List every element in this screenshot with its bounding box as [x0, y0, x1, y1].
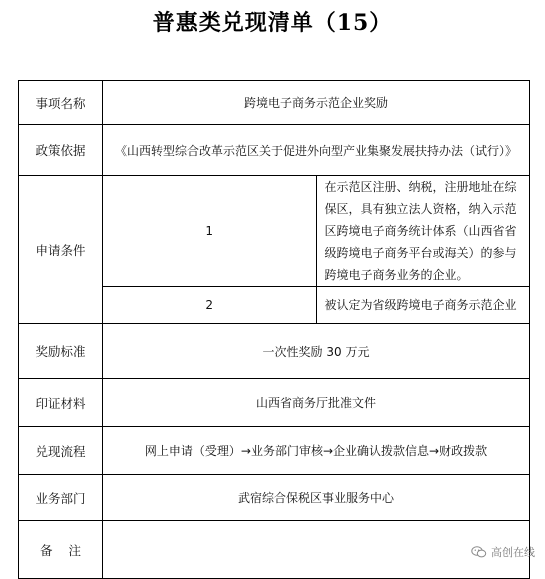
row-policy-basis [19, 125, 530, 176]
row-condition-1 [19, 176, 530, 287]
department-value: 武宿综合保税区事业服务中心 [103, 475, 530, 521]
policy-basis-value: 《山西转型综合改革示范区关于促进外向型产业集聚发展扶持办法（试行）》 [103, 125, 530, 176]
row-materials [19, 379, 530, 427]
redemption-list-table [18, 80, 530, 579]
remarks-label: 备注 [19, 521, 103, 579]
process-value: 网上申请（受理）→业务部门审核→企业确认拨款信息→财政拨款 [103, 427, 530, 475]
watermark [471, 544, 535, 560]
row-item-name [19, 81, 530, 125]
row-process [19, 427, 530, 475]
item-name-value: 跨境电子商务示范企业奖励 [103, 81, 530, 125]
reward-standard-value: 一次性奖励 30 万元 [103, 324, 530, 379]
policy-basis-label: 政策依据 [19, 125, 103, 176]
row-department [19, 475, 530, 521]
department-label: 业务部门 [19, 475, 103, 521]
materials-label: 印证材料 [19, 379, 103, 427]
process-label: 兑现流程 [19, 427, 103, 475]
remarks-value [103, 521, 530, 579]
row-remarks [19, 521, 530, 579]
condition-number: 1 [103, 176, 317, 287]
reward-standard-label: 奖励标准 [19, 324, 103, 379]
watermark-text: 高创在线 [491, 546, 535, 559]
conditions-label: 申请条件 [19, 176, 103, 324]
wechat-icon [471, 546, 487, 558]
condition-number: 2 [103, 287, 317, 324]
condition-text: 被认定为省级跨境电子商务示范企业 [316, 287, 530, 324]
row-reward-standard [19, 324, 530, 379]
condition-text: 在示范区注册、纳税，注册地址在综保区，具有独立法人资格，纳入示范区跨境电子商务统计体系（山西省省级跨境电子商务平台或海关）的参与跨境电子商务业务的企业。 [316, 176, 530, 287]
materials-value: 山西省商务厅批准文件 [103, 379, 530, 427]
page-title: 普惠类兑现清单（15） [152, 10, 393, 36]
item-name-label: 事项名称 [19, 81, 103, 125]
